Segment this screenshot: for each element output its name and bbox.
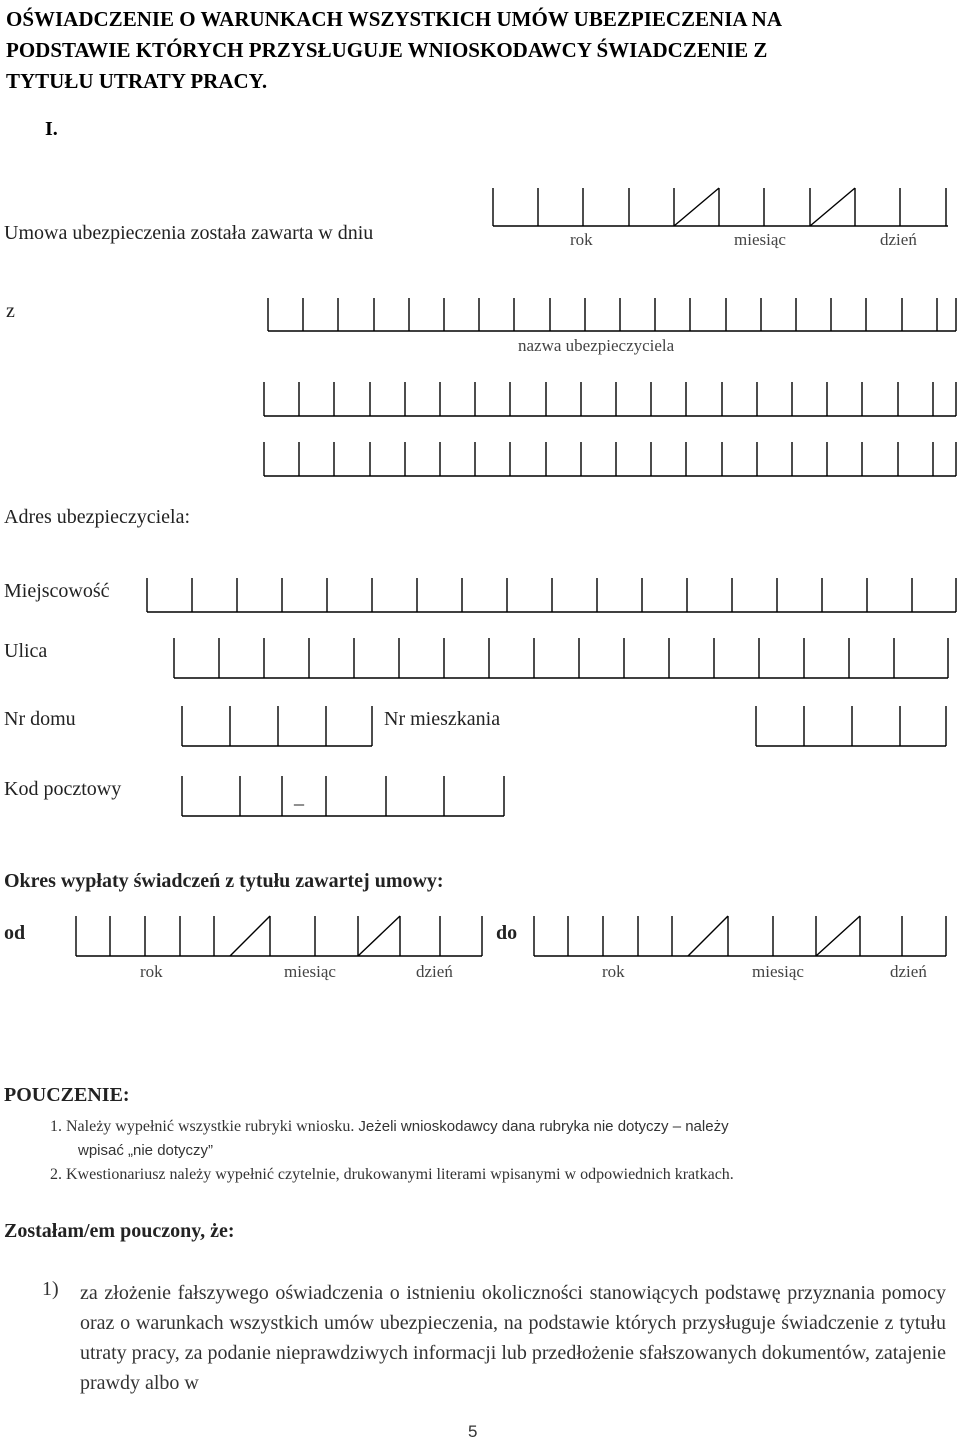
title-line-3: TYTUŁU UTRATY PRACY. xyxy=(6,69,268,93)
contract-year-caption: rok xyxy=(570,230,593,249)
street-label: Ulica xyxy=(4,640,48,662)
to-day-caption: dzień xyxy=(890,962,927,981)
instruction-item-1-text-b: Jeżeli wnioskodawcy dana rubryka nie dotyczy – należy xyxy=(358,1118,729,1135)
house-number-label: Nr domu xyxy=(4,708,76,730)
city-field[interactable] xyxy=(144,576,960,616)
instruction-item-2-number: 2. xyxy=(50,1166,62,1183)
contract-date-field[interactable] xyxy=(490,186,952,230)
to-month-caption: miesiąc xyxy=(752,962,804,981)
contract-date-label: Umowa ubezpieczenia została zawarta w dniu xyxy=(4,222,374,244)
period-from-label: od xyxy=(4,922,26,944)
postcode-field[interactable] xyxy=(180,774,510,820)
acknowledgement-item-1-number: 1) xyxy=(42,1278,59,1300)
from-month-caption: miesiąc xyxy=(284,962,336,981)
insurer-prefix: z xyxy=(6,300,15,322)
instruction-item-1-text-c: wpisać „nie dotyczy” xyxy=(78,1142,214,1159)
flat-number-field[interactable] xyxy=(754,704,950,750)
title-line-1: OŚWIADCZENIE O WARUNKACH WSZYSTKICH UMÓW UBEZPIECZENIA NA xyxy=(6,7,782,31)
period-to-label: do xyxy=(496,922,518,944)
period-to-field[interactable] xyxy=(530,914,950,960)
insurer-name-row-2[interactable] xyxy=(260,380,960,420)
contract-month-caption: miesiąc xyxy=(734,230,786,249)
city-label: Miejscowość xyxy=(4,580,110,602)
instruction-item-1-text-a: Należy wypełnić wszystkie rubryki wniosku. xyxy=(66,1118,355,1135)
from-day-caption: dzień xyxy=(416,962,453,981)
insurer-name-row-1[interactable] xyxy=(264,296,960,336)
instruction-item-2-text: Kwestionariusz należy wypełnić czytelnie, drukowanymi literami wpisanymi w odpowiednich kratkach. xyxy=(66,1166,734,1183)
flat-number-label: Nr mieszkania xyxy=(384,708,501,730)
page-number: 5 xyxy=(468,1422,478,1441)
to-year-caption: rok xyxy=(602,962,625,981)
house-number-field[interactable] xyxy=(180,704,376,750)
instruction-item-1-number: 1. xyxy=(50,1118,62,1135)
instruction-item-2 xyxy=(50,1166,734,1184)
instruction-item-1 xyxy=(50,1118,729,1136)
period-from-field[interactable] xyxy=(72,914,486,960)
address-heading: Adres ubezpieczyciela: xyxy=(4,506,191,528)
street-field[interactable] xyxy=(170,636,960,682)
period-heading: Okres wypłaty świadczeń z tytułu zawartej umowy: xyxy=(4,870,444,892)
postcode-label: Kod pocztowy xyxy=(4,778,122,800)
acknowledgement-heading: Zostałam/em pouczony, że: xyxy=(4,1220,235,1242)
document-title xyxy=(6,4,782,97)
insurer-name-row-3[interactable] xyxy=(260,440,960,480)
insurer-name-caption: nazwa ubezpieczyciela xyxy=(518,336,675,355)
title-line-2: PODSTAWIE KTÓRYCH PRZYSŁUGUJE WNIOSKODAWCY ŚWIADCZENIE Z xyxy=(6,38,768,62)
from-year-caption: rok xyxy=(140,962,163,981)
section-number: I. xyxy=(45,118,58,140)
acknowledgement-item-1-text: za złożenie fałszywego oświadczenia o istnieniu okoliczności stanowiących podstawę przyznania pomocy oraz o warunkach wszystkich umów ubezpieczenia, na podstawie których przysługuje świadczenie z tytułu utraty pracy, za podanie nieprawdziwych informacji lub przedłożenie sfałszowanych dokumentów, zatajenie prawdy albo w xyxy=(80,1282,946,1394)
postcode-dash: _ xyxy=(294,786,304,808)
contract-day-caption: dzień xyxy=(880,230,917,249)
instructions-heading: POUCZENIE: xyxy=(4,1084,130,1106)
